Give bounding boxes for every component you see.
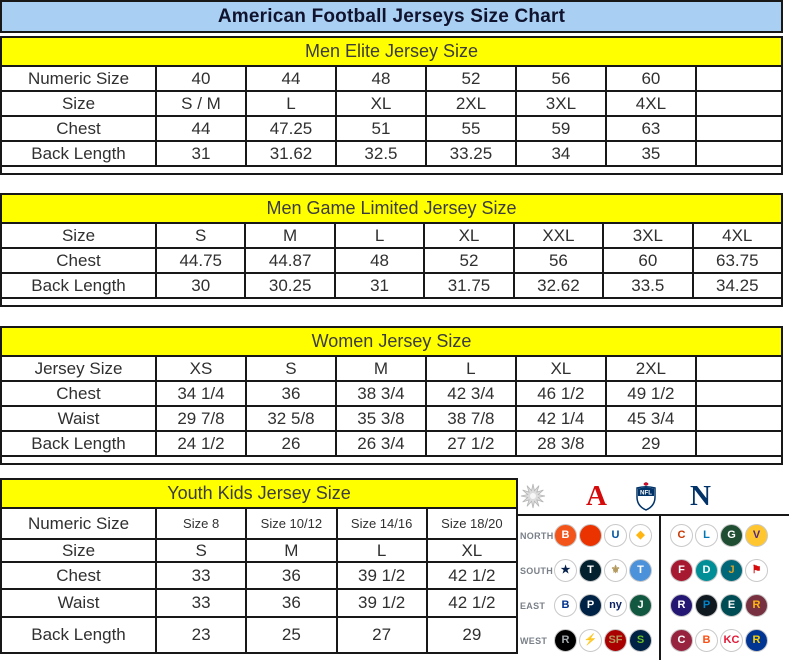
cell: XL [424, 223, 513, 248]
division-row-west [518, 623, 789, 658]
cell: 44.87 [245, 248, 334, 273]
women-table [0, 326, 783, 465]
logo-redskins: R [745, 594, 768, 617]
divisions-grid [518, 516, 789, 660]
division-row-east [518, 588, 789, 623]
cell: 2XL [606, 356, 696, 381]
cell: 48 [335, 248, 424, 273]
cell: 33.25 [426, 141, 516, 166]
logo-steelers: ◆ [629, 524, 652, 547]
afc-logo: A [586, 479, 607, 512]
cell: 29 [606, 431, 696, 456]
logo-browns [579, 524, 602, 547]
cell: 34 [516, 141, 606, 166]
cell: 31 [335, 273, 424, 298]
cell: 30.25 [245, 273, 334, 298]
cell: 42 1/2 [427, 562, 517, 589]
cell: L [426, 356, 516, 381]
cell: 32 5/8 [246, 406, 336, 431]
cell: 31.62 [246, 141, 336, 166]
logo-buccaneers: ⚑ [745, 559, 768, 582]
row-header: Waist [1, 406, 156, 431]
cell: 33.5 [603, 273, 692, 298]
cell: 39 1/2 [337, 589, 427, 617]
logo-panthers: P [695, 594, 718, 617]
logo-saints: ⚜ [604, 559, 627, 582]
cell: L [337, 539, 427, 562]
cell: M [245, 223, 334, 248]
cell: 42 1/2 [427, 589, 517, 617]
cell: Size 10/12 [246, 508, 336, 539]
nfc-logo: N [689, 479, 711, 512]
cell: 60 [606, 66, 696, 91]
cell: 27 1/2 [426, 431, 516, 456]
cell: 4XL [606, 91, 696, 116]
row-header: Chest [1, 562, 156, 589]
logo-jaguars: J [720, 559, 743, 582]
logo-dolphins: D [695, 559, 718, 582]
logo-broncos: B [695, 629, 718, 652]
cell [696, 91, 782, 116]
section-title: Youth Kids Jersey Size [1, 479, 517, 508]
cell: 3XL [516, 91, 606, 116]
youth-kids-table [0, 478, 518, 654]
logo-patriots: P [579, 594, 602, 617]
cell: 28 3/8 [516, 431, 606, 456]
cell: 36 [246, 589, 336, 617]
cell: M [336, 356, 426, 381]
cell: 47.25 [246, 116, 336, 141]
bottom-section [0, 478, 789, 660]
division-label: EAST [520, 600, 546, 611]
logo-bears: C [670, 524, 693, 547]
cell: 63.75 [693, 248, 782, 273]
logo-vikings: V [745, 524, 768, 547]
cell: 27 [337, 617, 427, 653]
cell [696, 381, 782, 406]
cell: 34.25 [693, 273, 782, 298]
sunburst-icon [520, 483, 546, 509]
cell: S [246, 356, 336, 381]
section-title: Men Game Limited Jersey Size [1, 194, 782, 223]
cell: Size 14/16 [337, 508, 427, 539]
cell: 24 1/2 [156, 431, 246, 456]
cell [696, 141, 782, 166]
cell: XL [516, 356, 606, 381]
cell: 2XL [426, 91, 516, 116]
cell: 40 [156, 66, 246, 91]
cell: 46 1/2 [516, 381, 606, 406]
cell: XL [336, 91, 426, 116]
logo-49ers: SF [604, 629, 627, 652]
cell: 44 [246, 66, 336, 91]
cell: M [246, 539, 336, 562]
logo-bills: B [554, 594, 577, 617]
cell: 25 [246, 617, 336, 653]
cell [696, 116, 782, 141]
cell: 4XL [693, 223, 782, 248]
division-row-north [518, 518, 789, 553]
cell: 26 3/4 [336, 431, 426, 456]
division-row-south [518, 553, 789, 588]
cell: 49 1/2 [606, 381, 696, 406]
logo-chargers: ⚡ [579, 629, 602, 652]
row-header: Back Length [1, 617, 156, 653]
cell: S / M [156, 91, 246, 116]
cell [696, 406, 782, 431]
conference-header [518, 478, 789, 516]
row-header: Numeric Size [1, 508, 156, 539]
cell: 31 [156, 141, 246, 166]
page-title: American Football Jerseys Size Chart [0, 0, 783, 33]
men-game-limited-table [0, 193, 783, 307]
cell: 56 [514, 248, 603, 273]
logo-eagles: E [720, 594, 743, 617]
cell: 26 [246, 431, 336, 456]
cell [696, 356, 782, 381]
logo-seahawks: S [629, 629, 652, 652]
row-header: Back Length [1, 431, 156, 456]
cell: 42 1/4 [516, 406, 606, 431]
logo-falcons: F [670, 559, 693, 582]
cell: 31.75 [424, 273, 513, 298]
cell: 42 3/4 [426, 381, 516, 406]
cell: 51 [336, 116, 426, 141]
row-header: Chest [1, 248, 156, 273]
cell: 39 1/2 [337, 562, 427, 589]
logo-ravens: R [670, 594, 693, 617]
division-label: WEST [520, 635, 548, 646]
logo-packers: G [720, 524, 743, 547]
nfl-shield-icon [635, 481, 657, 511]
logo-chiefs: KC [720, 629, 743, 652]
cell: 34 1/4 [156, 381, 246, 406]
cell: 30 [156, 273, 245, 298]
cell: XL [427, 539, 517, 562]
division-label: NORTH [520, 530, 554, 541]
cell: 63 [606, 116, 696, 141]
cell: 29 7/8 [156, 406, 246, 431]
cell: 32.5 [336, 141, 426, 166]
row-header: Size [1, 223, 156, 248]
cell: 59 [516, 116, 606, 141]
cell: 38 3/4 [336, 381, 426, 406]
cell: 55 [426, 116, 516, 141]
cell: 38 7/8 [426, 406, 516, 431]
logo-jets: J [629, 594, 652, 617]
row-header: Waist [1, 589, 156, 617]
row-header: Back Length [1, 141, 156, 166]
spacer-row [1, 298, 782, 306]
cell: 48 [336, 66, 426, 91]
cell: 32.62 [514, 273, 603, 298]
cell: 33 [156, 562, 246, 589]
logo-lions: L [695, 524, 718, 547]
row-header: Size [1, 91, 156, 116]
row-header: Back Length [1, 273, 156, 298]
cell: Size 8 [156, 508, 246, 539]
cell: 29 [427, 617, 517, 653]
cell: L [335, 223, 424, 248]
cell: L [246, 91, 336, 116]
spacer-row [1, 166, 782, 174]
cell: 52 [424, 248, 513, 273]
cell: 56 [516, 66, 606, 91]
logo-giants: ny [604, 594, 627, 617]
cell: 35 [606, 141, 696, 166]
cell: 33 [156, 589, 246, 617]
logo-titans: T [629, 559, 652, 582]
cell [696, 66, 782, 91]
cell: S [156, 223, 245, 248]
cell: 35 3/8 [336, 406, 426, 431]
cell: 45 3/4 [606, 406, 696, 431]
conference-divider [659, 516, 661, 660]
logo-cowboys: ★ [554, 559, 577, 582]
logo-cardinals: C [670, 629, 693, 652]
logo-colts: U [604, 524, 627, 547]
logo-bengals: B [554, 524, 577, 547]
row-header: Jersey Size [1, 356, 156, 381]
row-header: Chest [1, 116, 156, 141]
cell: 3XL [603, 223, 692, 248]
section-title: Men Elite Jersey Size [1, 37, 782, 66]
logo-texans: T [579, 559, 602, 582]
spacer-row [1, 456, 782, 464]
row-header: Chest [1, 381, 156, 406]
cell [696, 431, 782, 456]
logo-raiders: R [554, 629, 577, 652]
logo-rams: R [745, 629, 768, 652]
cell: S [156, 539, 246, 562]
cell: Size 18/20 [427, 508, 517, 539]
cell: 52 [426, 66, 516, 91]
cell: 36 [246, 381, 336, 406]
cell: 44.75 [156, 248, 245, 273]
section-title: Women Jersey Size [1, 327, 782, 356]
row-header: Size [1, 539, 156, 562]
cell: 36 [246, 562, 336, 589]
row-header: Numeric Size [1, 66, 156, 91]
cell: 60 [603, 248, 692, 273]
nfl-teams-panel [518, 478, 789, 660]
men-elite-table [0, 36, 783, 175]
nfl-shield-label: NFL [639, 489, 652, 497]
cell: 44 [156, 116, 246, 141]
cell: XS [156, 356, 246, 381]
division-label: SOUTH [520, 565, 553, 576]
cell: XXL [514, 223, 603, 248]
cell: 23 [156, 617, 246, 653]
